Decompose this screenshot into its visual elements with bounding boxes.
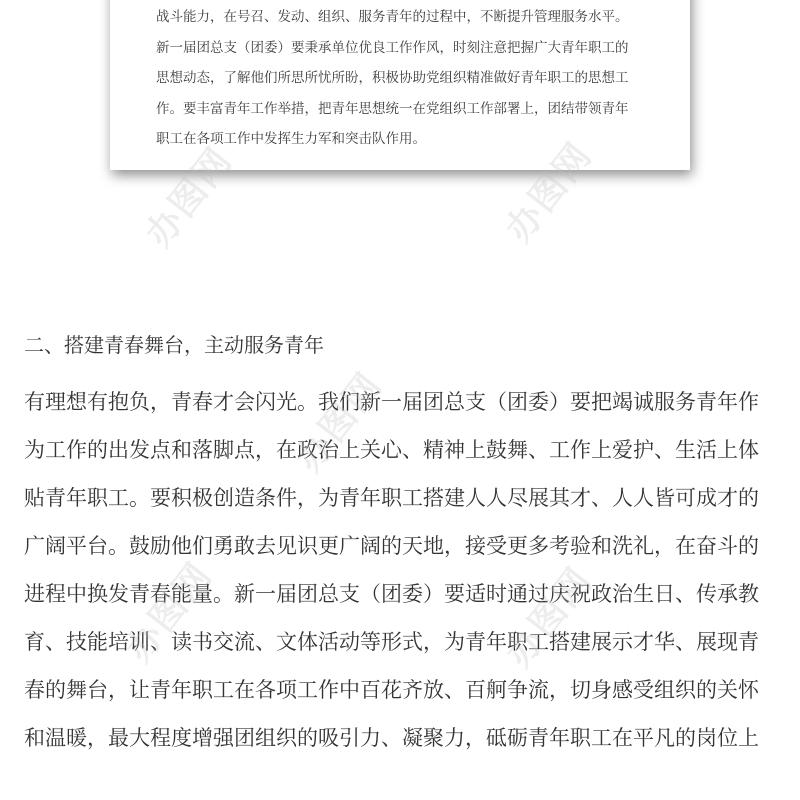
card-line: 战斗能力，在号召、发动、组织、服务青年的过程中，不断提升管理服务水平。 bbox=[156, 9, 629, 25]
body-line: 有理想有抱负，青春才会闪光。我们新一届团总支（团委）要把竭诚服务青年作 bbox=[24, 390, 759, 414]
body-line: 贴青年职工。要积极创造条件，为青年职工搭建人人尽展其才、人人皆可成才的 bbox=[24, 486, 759, 510]
card-line: 思想动态，了解他们所思所忧所盼，积极协助党组织精准做好青年职工的思想工 bbox=[156, 70, 629, 86]
body-line: 进程中换发青春能量。新一届团总支（团委）要适时通过庆祝政治生日、传承教 bbox=[24, 582, 759, 606]
body-line: 广阔平台。鼓励他们勇敢去见识更广阔的天地，接受更多考验和洗礼，在奋斗的 bbox=[24, 534, 759, 558]
body-line: 为工作的出发点和落脚点，在政治上关心、精神上鼓舞、工作上爱护、生活上体 bbox=[24, 438, 759, 462]
card-line: 职工在各项工作中发挥生力军和突击队作用。 bbox=[156, 131, 426, 147]
watermark: 办图网 bbox=[138, 139, 241, 255]
section-heading: 二、搭建青春舞台，主动服务青年 bbox=[24, 333, 324, 357]
card-line: 新一届团总支（团委）要秉承单位优良工作作风，时刻注意把握广大青年职工的 bbox=[156, 39, 629, 56]
body-line: 和温暖，最大程度增强团组织的吸引力、凝聚力，砥砺青年职工在平凡的岗位上 bbox=[24, 726, 759, 750]
body-line: 春的舞台，让青年职工在各项工作中百花齐放、百舸争流，切身感受组织的关怀 bbox=[24, 678, 759, 702]
watermark: 办图网 bbox=[288, 364, 391, 480]
quote-card-text bbox=[156, 2, 676, 155]
watermark: 办图网 bbox=[498, 134, 601, 250]
body-line: 育、技能培训、读书交流、文体活动等形式，为青年职工搭建展示才华、展现青 bbox=[24, 630, 759, 654]
watermark: 办图网 bbox=[498, 559, 601, 675]
card-line: 作。要丰富青年工作举措，把青年思想统一在党组织工作部署上，团结带领青年 bbox=[156, 100, 629, 117]
section-body bbox=[24, 382, 784, 766]
watermark: 办图网 bbox=[118, 554, 221, 670]
